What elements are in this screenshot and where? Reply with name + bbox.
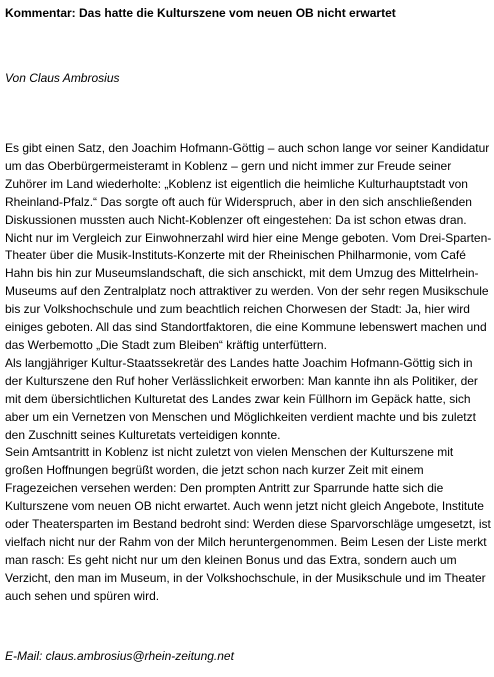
article-headline: Kommentar: Das hatte die Kulturszene vom neuen OB nicht erwartet xyxy=(5,6,396,20)
article-paragraph: Sein Amtsantritt in Koblenz ist nicht zuletzt von vielen Menschen der Kulturszene mit großen Hoffnungen begrüßt worden, die jetzt schon nach kurzer Zeit mit einem Fragezeichen versehen werden: Den prompten Antritt zur Sparrunde hatte sich die Kulturszene vom neuen OB nicht erwartet. Auch wenn jetzt nicht gleich Angebote, Institute oder Theatersparten im Bestand bedroht sind: Werden diese Sparvorschläge umgesetzt, ist vielfach nicht nur der Rahm von der Milch heruntergenommen. Beim Lesen der Liste merkt man rasch: Es geht nicht nur um den kleinen Bonus und das Extra, sondern auch um Verzicht, den man im Museum, in der Volkshochschule, in der Musikschule und im Theater auch sehen und spüren wird. xyxy=(5,445,491,603)
article-author: Von Claus Ambrosius xyxy=(5,71,120,85)
article-paragraph: Als langjähriger Kultur-Staatssekretär des Landes hatte Joachim Hofmann-Göttig sich in der Kulturszene den Ruf hoher Verlässlichkeit erworben: Man kannte ihn als Politiker, der mit dem übersichtlichen Kulturetat des Landes zwar kein Füllhorn im Gepäck hatte, sich aber um ein Vernetzen von Menschen und Möglichkeiten verdient machte und bis zuletzt den Zuschnitt seines Kulturetats verteidigen konnte. xyxy=(5,355,478,442)
article-body xyxy=(5,140,493,606)
article-paragraph: Es gibt einen Satz, den Joachim Hofmann-Göttig – auch schon lange vor seiner Kandidatur um das Oberbürgermeisteramt in Koblenz – gern und nicht immer zur Freude seiner Zuhörer im Land wiederholte: „Koblenz ist eigentlich die heimliche Kulturhauptstadt von Rheinland-Pfalz.“ Das sorgte oft auch für Widerspruch, aber in den sich anschließenden Diskussionen mussten auch Nicht-Koblenzer oft eingestehen: Da ist schon etwas dran. Nicht nur im Vergleich zur Einwohnerzahl wird hier eine Menge geboten. Vom Drei-Sparten-Theater über die Musik-Instituts-Konzerte mit der Rheinischen Philharmonie, vom Café Hahn bis hin zur Museumslandschaft, die sich anschickt, mit dem Umzug des Mittelrhein-Museums auf den Zentralplatz noch attraktiver zu werden. Von der sehr regen Musikschule bis zur Volkshochschule und zum beachtlich reichen Chorwesen der Stadt: Ja, hier wird einiges geboten. All das sind Standortfaktoren, die eine Kommune lebenswert machen und das Werbemotto „Die Stadt zum Bleiben“ kräftig unterfüttern. xyxy=(5,141,492,352)
author-email: E-Mail: claus.ambrosius@rhein-zeitung.net xyxy=(5,649,234,663)
